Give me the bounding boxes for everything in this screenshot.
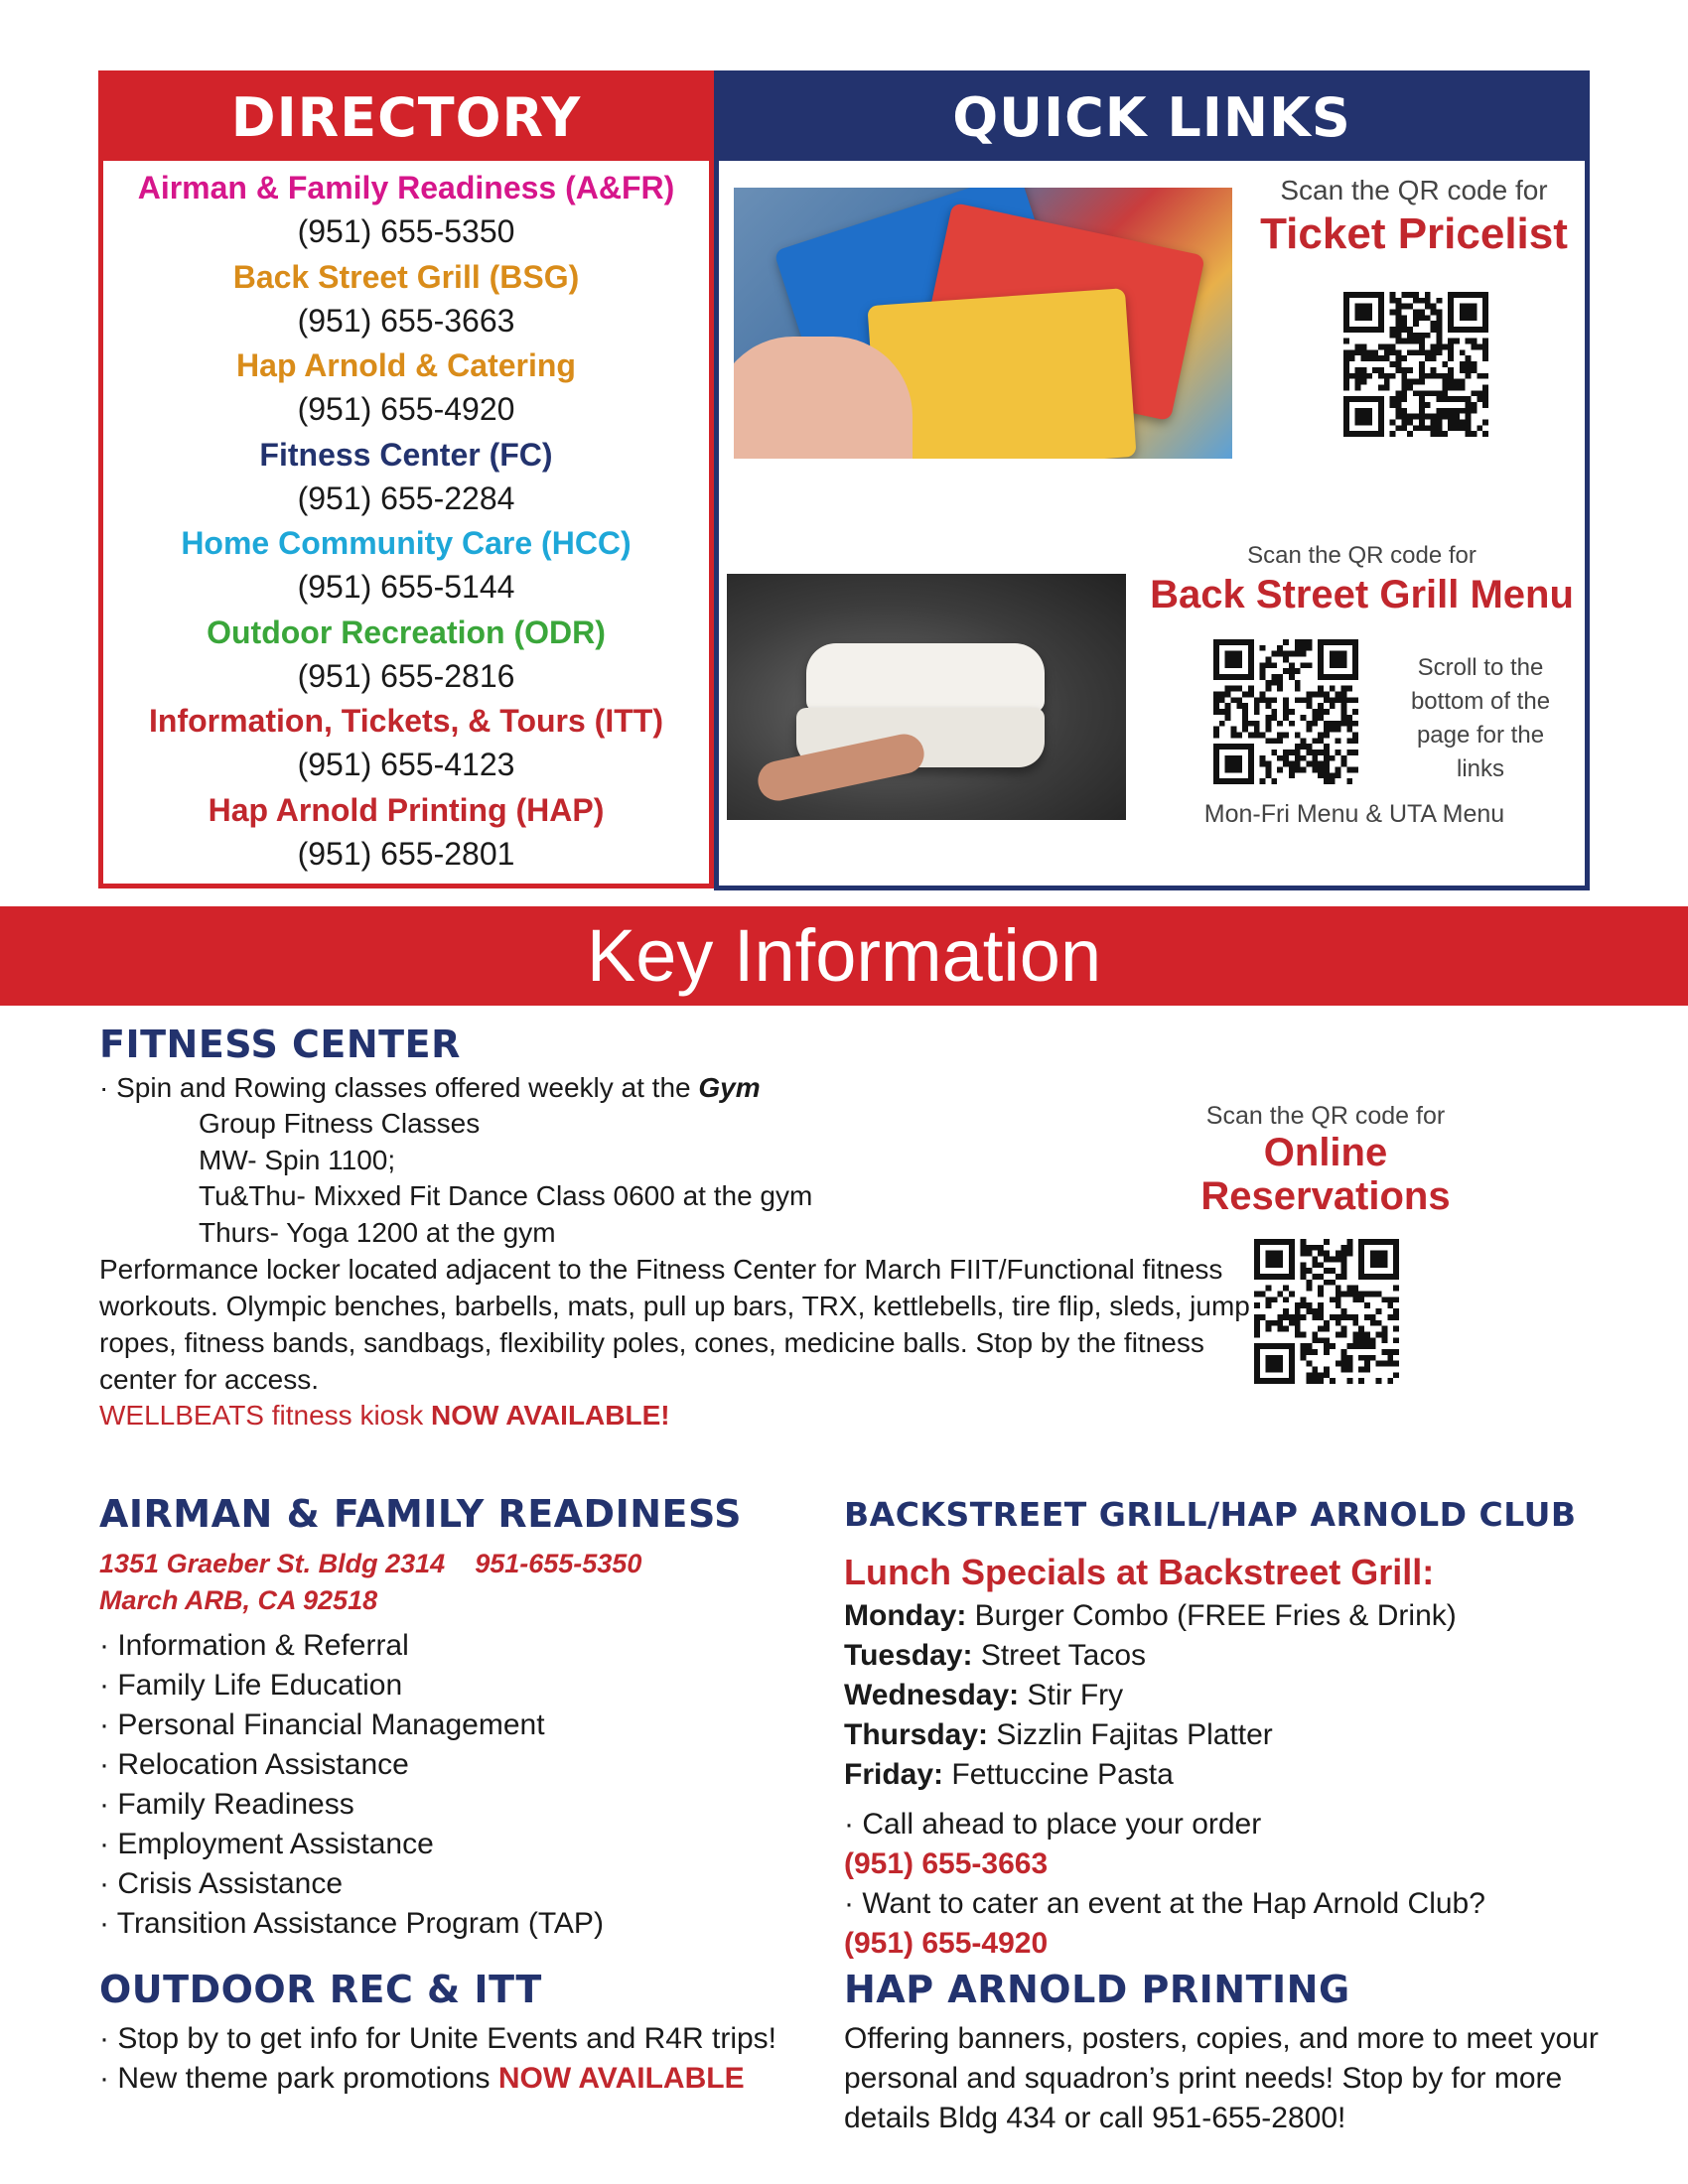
directory-entry-phone: (951) 655-5350 [297,213,515,249]
afr-service-item: · Family Life Education [99,1669,403,1702]
odr-promo-line: · New theme park promotions NOW AVAILABLE [99,2062,745,2095]
lunch-special-item: Street Tacos [972,1639,1147,1672]
bsg-qr-caption [1136,542,1588,619]
ticket-pricelist-qr-code[interactable] [1343,292,1488,437]
directory-entry-phone: (951) 655-4123 [297,747,515,782]
fitness-class-line: Tu&Thu- Mixxed Fit Dance Class 0600 at the gym [199,1180,813,1211]
ticket-pricelist-label: Ticket Pricelist [1260,209,1568,258]
reservations-scan-text: Scan the QR code for [1205,1102,1446,1130]
directory-entry [103,610,709,699]
ticket-qr-caption [1235,175,1593,262]
fitness-paragraph-line: center for access. [99,1364,319,1395]
bsg-menu-footer: Mon-Fri Menu & UTA Menu [1203,800,1505,828]
lunch-special-day: Wednesday: [844,1679,1020,1711]
fitness-center-heading: FITNESS CENTER [99,1023,461,1066]
bsg-scan-text: Scan the QR code for [1247,542,1477,569]
afr-services-list [99,1626,604,1944]
lunch-special-day: Monday: [844,1599,967,1632]
fitness-class-line: MW- Spin 1100; [199,1145,396,1175]
lunch-special-item: Sizzlin Fajitas Platter [988,1718,1273,1751]
afr-heading: AIRMAN & FAMILY READINESS [99,1492,743,1536]
lunch-special-row [844,1676,1457,1715]
directory-entry [103,165,709,254]
lunch-special-day: Thursday: [844,1718,989,1751]
afr-service-item: · Employment Assistance [99,1828,434,1860]
directory-list [103,161,709,876]
key-information-banner: Key Information [0,906,1688,1006]
directory-entry-phone: (951) 655-5144 [297,569,515,605]
odr-info-line: · Stop by to get info for Unite Events and R4R trips! [99,2022,777,2055]
wellbeats-announcement: WELLBEATS fitness kiosk NOW AVAILABLE! [99,1400,670,1431]
bsg-club-heading: BACKSTREET GRILL/HAP ARNOLD CLUB [844,1495,1577,1534]
directory-entry [103,787,709,877]
directory-entry-name: Back Street Grill (BSG) [232,258,580,295]
disneyland-tickets-photo [734,188,1232,459]
fitness-paragraph-line: Performance locker located adjacent to the Fitness Center for March FIIT/Functional fitness [99,1254,1223,1285]
call-ahead-phone: (951) 655-3663 [844,1847,1049,1880]
bsg-scroll-note: Scroll to the bottom of the page for the links [1410,654,1551,782]
directory-title: DIRECTORY [103,75,709,161]
lunch-specials-title: Lunch Specials at Backstreet Grill: [844,1552,1435,1592]
quick-links-title: QUICK LINKS [719,75,1585,161]
afr-service-item: · Personal Financial Management [99,1708,545,1741]
fitness-paragraph-line: workouts. Olympic benches, barbells, mats, pull up bars, TRX, kettlebells, tire flip, sleds, jump [99,1291,1250,1321]
ticket-scan-text: Scan the QR code for [1280,175,1548,205]
directory-entry-name: Outdoor Recreation (ODR) [207,614,606,650]
fitness-class-line: Thurs- Yoga 1200 at the gym [199,1217,556,1248]
online-reservations-qr-code[interactable] [1254,1239,1399,1384]
directory-entry-name: Hap Arnold & Catering [236,347,576,383]
directory-entry [103,342,709,432]
afr-service-item: · Family Readiness [99,1788,354,1821]
directory-entry-name: Information, Tickets, & Tours (ITT) [149,703,663,739]
lunch-special-row [844,1636,1457,1676]
directory-entry [103,432,709,521]
afr-service-item: · Information & Referral [99,1629,409,1662]
lunch-special-day: Friday: [844,1758,944,1791]
outdoor-rec-heading: OUTDOOR REC & ITT [99,1968,542,2011]
lunch-special-item: Burger Combo (FREE Fries & Drink) [966,1599,1457,1632]
catering-line: · Want to cater an event at the Hap Arnold Club? [844,1887,1485,1920]
afr-service-item: · Relocation Assistance [99,1748,409,1781]
printing-heading: HAP ARNOLD PRINTING [844,1968,1350,2011]
reservations-label-line1: Online [1263,1131,1388,1174]
fitness-paragraph-line: ropes, fitness bands, sandbags, flexibility poles, cones, medicine balls. Stop by the fitness [99,1327,1204,1358]
bsg-menu-label: Back Street Grill Menu [1150,573,1574,616]
directory-entry-phone: (951) 655-2284 [297,479,515,516]
afr-service-item: · Transition Assistance Program (TAP) [99,1907,604,1940]
online-reservations-caption [1187,1102,1465,1218]
lunch-special-row [844,1715,1457,1755]
directory-entry-name: Hap Arnold Printing (HAP) [208,791,605,828]
directory-entry [103,254,709,343]
call-ahead-line: · Call ahead to place your order [844,1808,1262,1841]
lunch-special-row [844,1596,1457,1636]
quick-links-panel [714,70,1590,890]
directory-entry [103,520,709,610]
fitness-spin-line: · Spin and Rowing classes offered weekly at the Gym [99,1072,761,1103]
printing-line: personal and squadron’s print needs! Stop by for more [844,2062,1563,2095]
takeout-box-photo [727,574,1126,820]
bsg-menu-qr-code[interactable] [1213,639,1358,784]
directory-entry-phone: (951) 655-4920 [297,391,515,427]
lunch-special-row [844,1755,1457,1795]
reservations-label-line2: Reservations [1200,1174,1451,1218]
afr-address-line2: March ARB, CA 92518 [99,1585,378,1615]
directory-entry-name: Airman & Family Readiness (A&FR) [137,170,675,205]
directory-entry-name: Fitness Center (FC) [259,436,553,473]
directory-entry-phone: (951) 655-2816 [297,657,515,694]
directory-entry [103,698,709,787]
lunch-special-item: Fettuccine Pasta [943,1758,1174,1791]
afr-service-item: · Crisis Assistance [99,1867,344,1900]
directory-entry-phone: (951) 655-3663 [297,302,515,339]
printing-line: details Bldg 434 or call 951-655-2800! [844,2102,1346,2134]
afr-address-line1: 1351 Graeber St. Bldg 2314 951-655-5350 [99,1549,642,1578]
directory-entry-phone: (951) 655-2801 [297,835,515,872]
lunch-specials-list [844,1596,1457,1795]
directory-entry-name: Home Community Care (HCC) [181,525,632,561]
directory-panel [98,70,714,888]
printing-line: Offering banners, posters, copies, and more to meet your [844,2022,1599,2055]
catering-phone: (951) 655-4920 [844,1927,1049,1960]
fitness-class-line: Group Fitness Classes [199,1108,481,1139]
lunch-special-item: Stir Fry [1019,1679,1124,1711]
lunch-special-day: Tuesday: [844,1639,973,1672]
